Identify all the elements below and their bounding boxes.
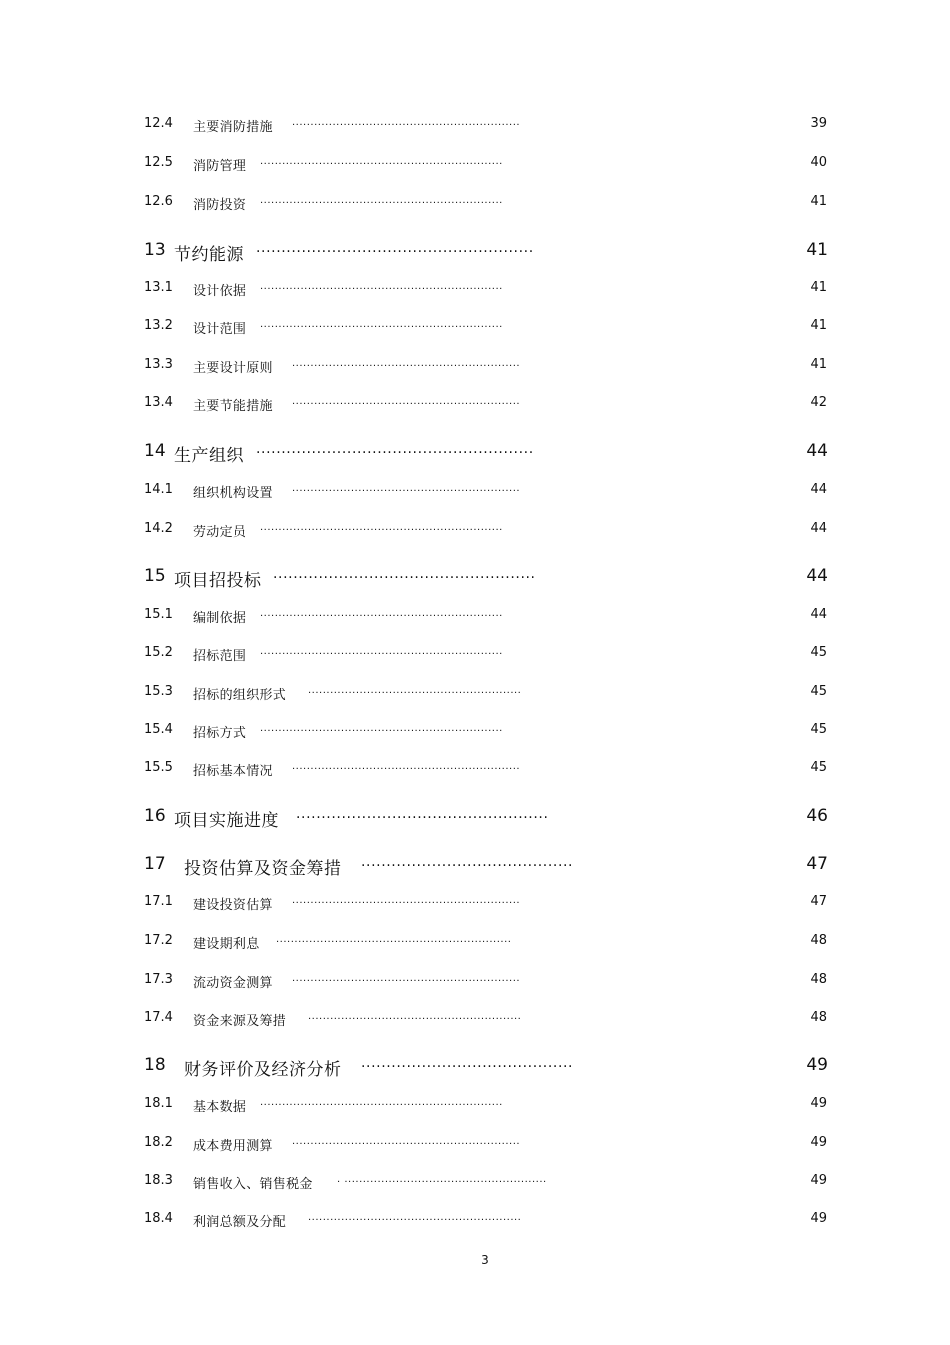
toc-entry-title: 消防管理 — [193, 159, 247, 174]
toc-page-number: 42 — [810, 395, 827, 410]
toc-entry-title: 招标基本情况 — [193, 764, 273, 779]
toc-entry-title: 流动资金测算 — [193, 976, 273, 991]
toc-leader-dots: ....................................................... — [256, 441, 534, 457]
toc-leader-dots: . ....................................................... — [337, 1174, 547, 1185]
toc-leader-dots: .................................................................. — [260, 319, 503, 330]
toc-entry-title: 财务评价及经济分析 — [184, 1060, 342, 1080]
toc-entry-number: 14.2 — [144, 521, 173, 536]
toc-leader-dots: .................................................................. — [260, 646, 503, 657]
toc-page-number: 41 — [806, 240, 828, 260]
toc-entry-number: 17.2 — [144, 933, 173, 948]
toc-page-number: 44 — [810, 607, 827, 622]
toc-entry-number: 18.2 — [144, 1135, 173, 1150]
toc-entry-number: 17.1 — [144, 894, 173, 909]
toc-entry-number: 17.3 — [144, 972, 173, 987]
toc-entry-title: 节约能源 — [174, 245, 244, 265]
toc-page-number: 44 — [806, 566, 828, 586]
toc-entry-title: 成本费用测算 — [193, 1139, 273, 1154]
toc-entry-number: 17 — [144, 854, 166, 874]
toc-entry-number: 15 — [144, 566, 166, 586]
toc-page-number: 49 — [806, 1055, 828, 1075]
toc-entry-number: 13.3 — [144, 357, 173, 372]
toc-entry-number: 13.2 — [144, 318, 173, 333]
toc-entry-number: 14.1 — [144, 482, 173, 497]
toc-page-number: 49 — [810, 1096, 827, 1111]
toc-entry-number: 15.2 — [144, 645, 173, 660]
toc-page-number: 46 — [806, 806, 828, 826]
toc-entry-number: 14 — [144, 441, 166, 461]
toc-entry-number: 18 — [144, 1055, 166, 1075]
toc-entry-title: 基本数据 — [193, 1100, 247, 1115]
toc-entry-number: 17.4 — [144, 1010, 173, 1025]
toc-entry-title: 招标的组织形式 — [193, 688, 287, 703]
toc-leader-dots: .................................................................. — [260, 281, 503, 292]
toc-entry-title: 招标方式 — [193, 726, 247, 741]
toc-page-number: 47 — [810, 894, 827, 909]
toc-page-number: 45 — [810, 684, 827, 699]
toc-leader-dots: .................................................................. — [260, 156, 503, 167]
toc-leader-dots: .......................................................... — [308, 1011, 522, 1022]
toc-entry-number: 13.4 — [144, 395, 173, 410]
toc-entry-title: 项目招投标 — [174, 571, 262, 591]
page-number: 3 — [481, 1253, 489, 1267]
toc-entry-number: 15.4 — [144, 722, 173, 737]
toc-leader-dots: .................................................................. — [260, 608, 503, 619]
toc-page-number: 39 — [810, 116, 827, 131]
toc-leader-dots: .............................................................. — [292, 117, 521, 128]
toc-entry-title: 编制依据 — [193, 611, 247, 626]
toc-entry-title: 生产组织 — [174, 446, 244, 466]
toc-leader-dots: .......................................................... — [308, 1212, 522, 1223]
toc-entry-number: 12.5 — [144, 155, 173, 170]
toc-leader-dots: ................................................................ — [276, 934, 512, 945]
toc-entry-title: 主要消防措施 — [193, 120, 273, 135]
toc-leader-dots: .............................................................. — [292, 483, 521, 494]
toc-leader-dots: .......................................... — [361, 1055, 574, 1071]
toc-entry-number: 16 — [144, 806, 166, 826]
toc-entry-title: 设计范围 — [193, 322, 247, 337]
toc-entry-number: 12.6 — [144, 194, 173, 209]
toc-entry-title: 建设期利息 — [193, 937, 260, 952]
toc-page-number: 44 — [810, 482, 827, 497]
toc-leader-dots: .............................................................. — [292, 761, 521, 772]
toc-page-number: 40 — [810, 155, 827, 170]
toc-entry-title: 主要设计原则 — [193, 361, 273, 376]
toc-page-number: 45 — [810, 760, 827, 775]
toc-entry-number: 15.3 — [144, 684, 173, 699]
toc-entry-title: 项目实施进度 — [174, 811, 279, 831]
toc-leader-dots: ....................................................... — [256, 240, 534, 256]
toc-entry-title: 资金来源及筹措 — [193, 1014, 287, 1029]
toc-leader-dots: .................................................. — [296, 806, 549, 822]
toc-entry-title: 建设投资估算 — [193, 898, 273, 913]
toc-page-number: 48 — [810, 972, 827, 987]
toc-page-number: 49 — [810, 1173, 827, 1188]
toc-entry-title: 组织机构设置 — [193, 486, 273, 501]
toc-leader-dots: .............................................................. — [292, 1136, 521, 1147]
toc-page-number: 47 — [806, 854, 828, 874]
toc-entry-number: 15.5 — [144, 760, 173, 775]
toc-leader-dots: .................................................... — [273, 566, 536, 582]
toc-page-number: 48 — [810, 1010, 827, 1025]
toc-entry-title: 招标范围 — [193, 649, 247, 664]
toc-leader-dots: .................................................................. — [260, 522, 503, 533]
toc-leader-dots: .................................................................. — [260, 195, 503, 206]
toc-leader-dots: .......................................................... — [308, 685, 522, 696]
toc-entry-number: 18.4 — [144, 1211, 173, 1226]
toc-page-number: 44 — [806, 441, 828, 461]
toc-entry-title: 利润总额及分配 — [193, 1215, 287, 1230]
toc-page-number: 48 — [810, 933, 827, 948]
toc-entry-number: 15.1 — [144, 607, 173, 622]
toc-page-number: 49 — [810, 1135, 827, 1150]
toc-leader-dots: .............................................................. — [292, 895, 521, 906]
toc-page-number: 41 — [810, 280, 827, 295]
toc-page-number: 49 — [810, 1211, 827, 1226]
toc-leader-dots: .............................................................. — [292, 973, 521, 984]
toc-leader-dots: .................................................................. — [260, 723, 503, 734]
toc-page-number: 41 — [810, 194, 827, 209]
toc-entry-number: 18.1 — [144, 1096, 173, 1111]
toc-entry-title: 销售收入、销售税金 — [193, 1177, 313, 1192]
toc-entry-title: 劳动定员 — [193, 525, 247, 540]
toc-page-number: 41 — [810, 357, 827, 372]
toc-entry-title: 消防投资 — [193, 198, 247, 213]
toc-entry-number: 12.4 — [144, 116, 173, 131]
toc-entry-number: 13.1 — [144, 280, 173, 295]
toc-page-number: 44 — [810, 521, 827, 536]
toc-entry-number: 18.3 — [144, 1173, 173, 1188]
toc-leader-dots: .............................................................. — [292, 396, 521, 407]
toc-leader-dots: .......................................... — [361, 854, 574, 870]
toc-leader-dots: .............................................................. — [292, 358, 521, 369]
toc-page-number: 45 — [810, 722, 827, 737]
toc-leader-dots: .................................................................. — [260, 1097, 503, 1108]
toc-page-number: 41 — [810, 318, 827, 333]
toc-page-number: 45 — [810, 645, 827, 660]
toc-entry-title: 投资估算及资金筹措 — [184, 859, 342, 879]
toc-entry-number: 13 — [144, 240, 166, 260]
toc-entry-title: 主要节能措施 — [193, 399, 273, 414]
toc-entry-title: 设计依据 — [193, 284, 247, 299]
